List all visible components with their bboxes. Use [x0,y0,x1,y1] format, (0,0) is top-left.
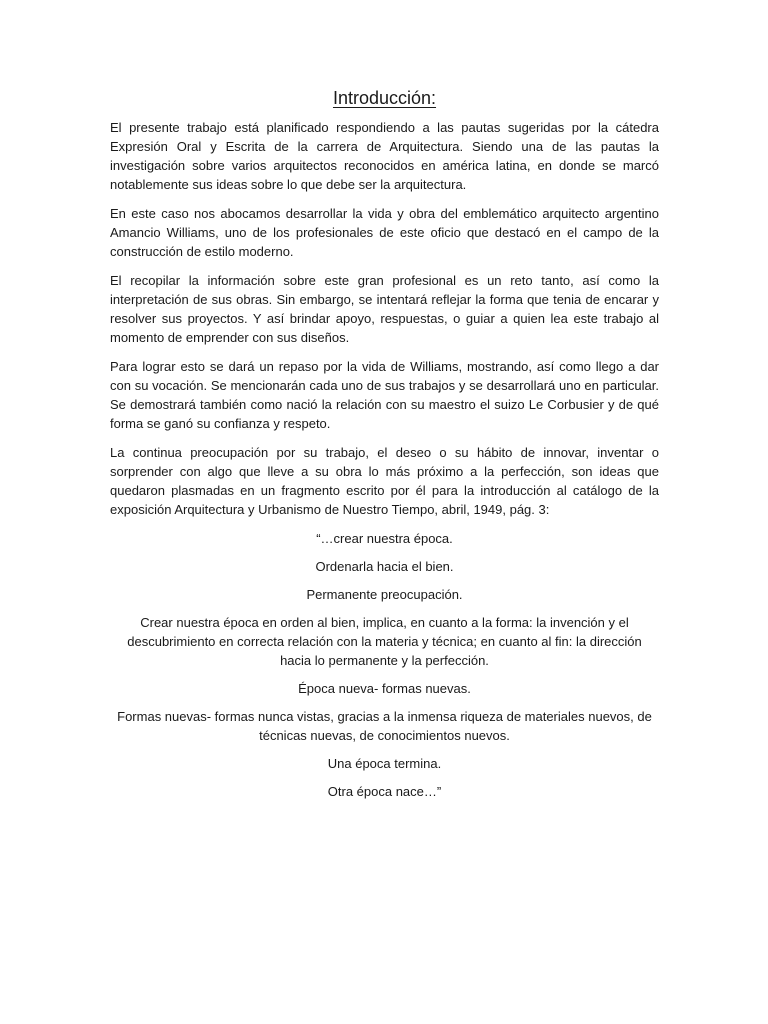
paragraph-2: En este caso nos abocamos desarrollar la vida y obra del emblemático arquitecto argentino Amancio Williams, uno de los profesionales de este oficio que destacó en el campo de la construcción de estilo moderno. [110,206,659,259]
quote-line-1: “…crear nuestra época. [316,531,453,546]
paragraph-1: El presente trabajo está planificado respondiendo a las pautas sugeridas por la cátedra Expresión Oral y Escrita de la carrera de Arquitectura. Siendo una de las pautas la investigación sobre varios arquitectos reconocidos en américa latina, en donde se marcó notablemente sus ideas sobre lo que debe ser la arquitectura. [110,120,659,192]
quote-line-7: Una época termina. [327,756,442,771]
quote-line-3: Permanente preocupación. [306,587,463,602]
page-title: Introducción: [332,88,437,108]
quote-line-6: Formas nuevas- formas nunca vistas, gracias a la inmensa riqueza de materiales nuevos, de técnicas nuevas, de conocimientos nuevos. [117,709,652,743]
paragraph-4: Para lograr esto se dará un repaso por la vida de Williams, mostrando, así como llego a dar con su vocación. Se mencionarán cada uno de sus trabajos y se desarrollará uno en particular. Se demostrará también como nació la relación con su maestro el suizo Le Corbusier y de qué forma se ganó su confianza y respeto. [110,359,659,431]
quote-line-5: Época nueva- formas nuevas. [298,681,471,696]
quote-line-2: Ordenarla hacia el bien. [315,559,454,574]
quote-line-4: Crear nuestra época en orden al bien, implica, en cuanto a la forma: la invención y el descubrimiento en correcta relación con la materia y técnica; en cuanto al fin: la dirección hacia lo permanente y la perfección. [127,615,642,668]
quote-line-8: Otra época nace…” [327,784,442,799]
quotation-block [110,529,659,801]
paragraph-3: El recopilar la información sobre este gran profesional es un reto tanto, así como la interpretación de sus obras. Sin embargo, se intentará reflejar la forma que tenia de encarar y resolver sus proyectos. Y así brindar apoyo, respuestas, o guiar a quien lea este trabajo al momento de emprender con sus diseños. [110,273,659,345]
paragraph-5: La continua preocupación por su trabajo, el deseo o su hábito de innovar, inventar o sorprender con algo que lleve a su obra lo más próximo a la perfección, son ideas que quedaron plasmadas en un fragmento escrito por él para la introducción al catálogo de la exposición Arquitectura y Urbanismo de Nuestro Tiempo, abril, 1949, pág. 3: [110,445,659,517]
document-page [110,86,659,810]
